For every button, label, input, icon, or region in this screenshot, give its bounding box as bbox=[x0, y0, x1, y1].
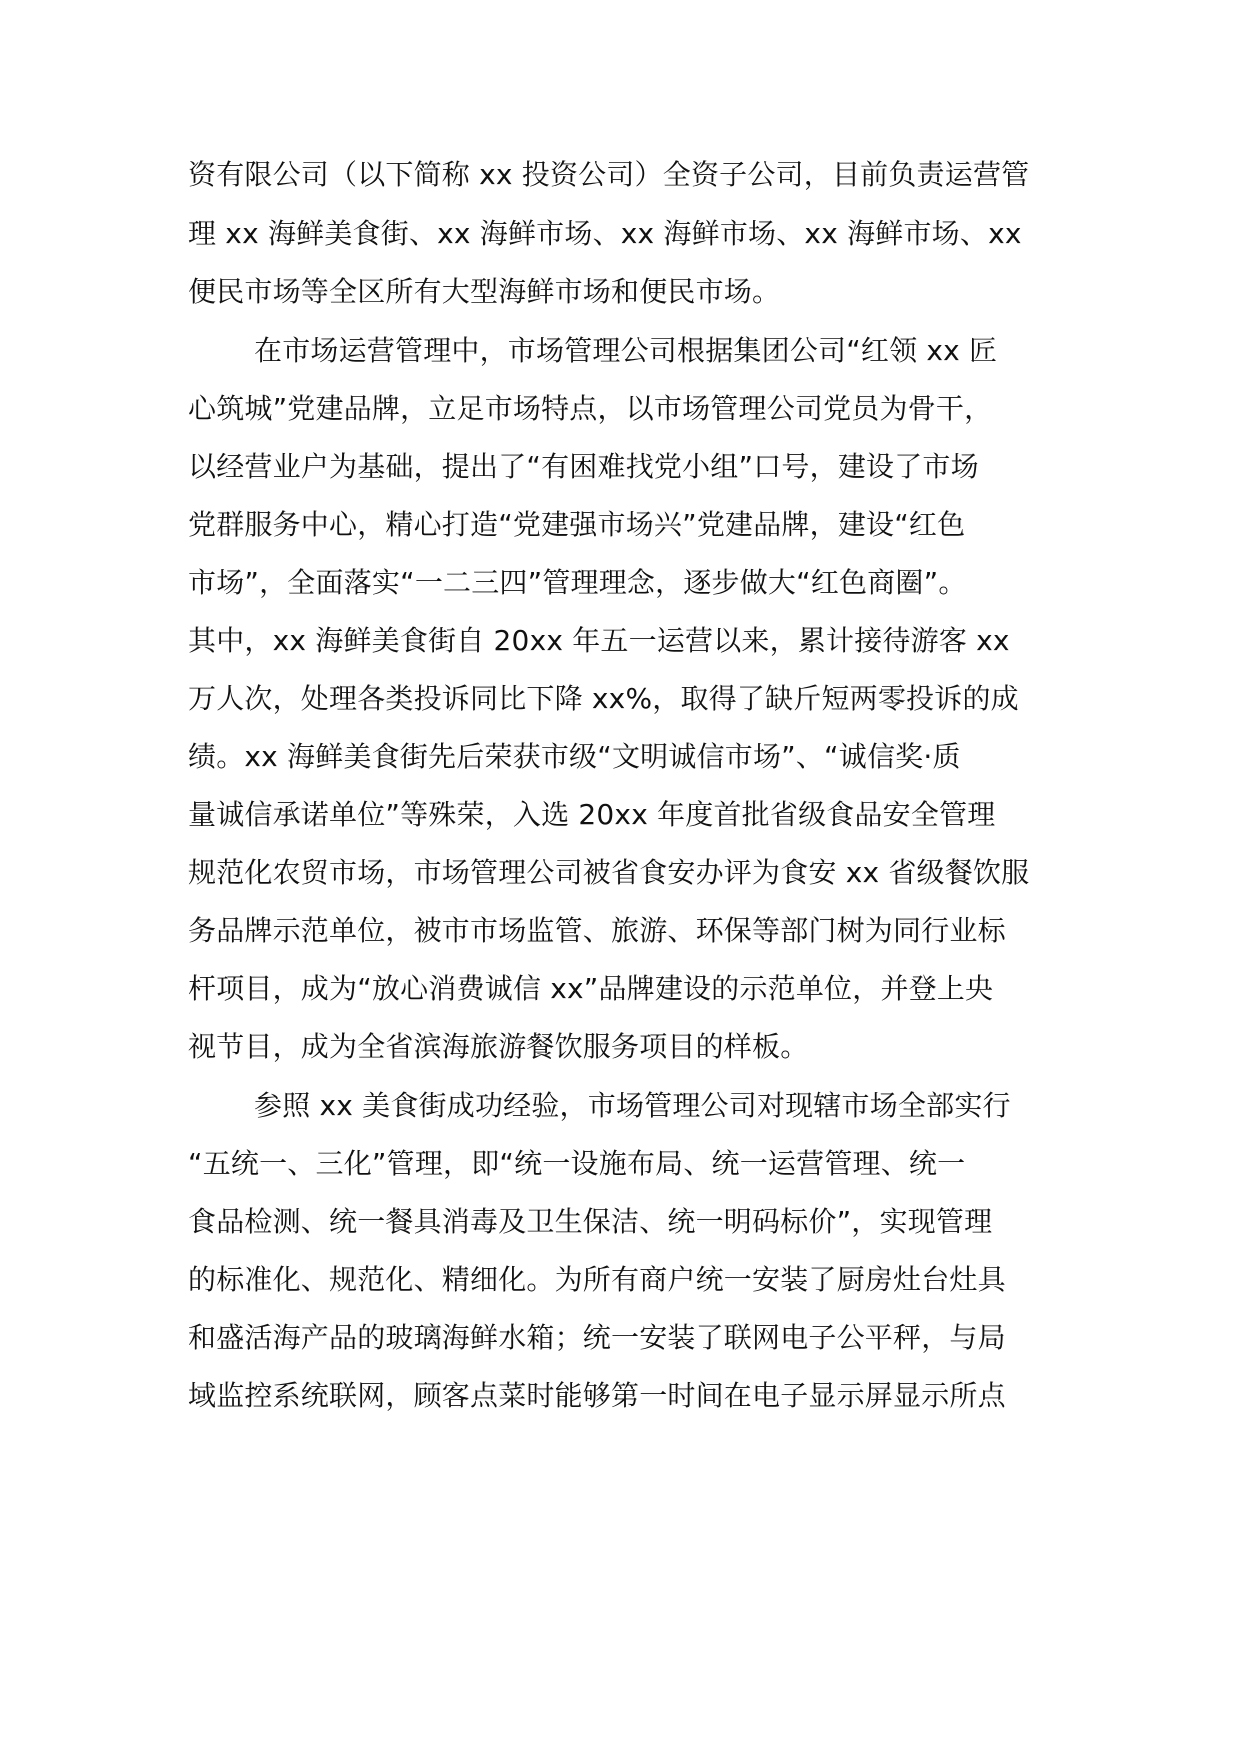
text-line-2: 理 xx 海鲜美食街、xx 海鲜市场、xx 海鲜市场、xx 海鲜市场、xx bbox=[188, 217, 1022, 250]
text-line-9: 其中，xx 海鲜美食街自 20xx 年五一运营以来，累计接待游客 xx bbox=[188, 624, 1010, 657]
text-line-4: 在市场运营管理中，市场管理公司根据集团公司“红领 xx 匠 bbox=[254, 334, 998, 367]
text-line-14: 务品牌示范单位，被市市场监管、旅游、环保等部门树为同行业标 bbox=[188, 914, 1006, 947]
text-line-15: 杆项目，成为“放心消费诚信 xx”品牌建设的示范单位，并登上央 bbox=[188, 972, 994, 1005]
text-line-12: 量诚信承诺单位”等殊荣，入选 20xx 年度首批省级食品安全管理 bbox=[188, 798, 996, 831]
text-line-21: 和盛活海产品的玻璃海鲜水箱；统一安装了联网电子公平秤，与局 bbox=[188, 1321, 1006, 1354]
text-line-17: 参照 xx 美食街成功经验，市场管理公司对现辖市场全部实行 bbox=[254, 1089, 1011, 1122]
text-line-1: 资有限公司（以下简称 xx 投资公司）全资子公司，目前负责运营管 bbox=[188, 158, 1030, 191]
text-line-8: 市场”，全面落实“一二三四”管理理念，逐步做大“红色商圈”。 bbox=[188, 566, 967, 599]
text-line-16: 视节目，成为全省滨海旅游餐饮服务项目的样板。 bbox=[188, 1030, 809, 1063]
text-line-11: 绩。xx 海鲜美食街先后荣获市级“文明诚信市场”、“诚信奖·质 bbox=[188, 740, 961, 773]
text-line-7: 党群服务中心，精心打造“党建强市场兴”党建品牌，建设“红色 bbox=[188, 508, 966, 541]
text-line-20: 的标准化、规范化、精细化。为所有商户统一安装了厨房灶台灶具 bbox=[188, 1263, 1006, 1296]
text-line-19: 食品检测、统一餐具消毒及卫生保洁、统一明码标价”，实现管理 bbox=[188, 1205, 993, 1238]
text-line-18: “五统一、三化”管理，即“统一设施布局、统一运营管理、统一 bbox=[188, 1147, 966, 1180]
text-line-10: 万人次，处理各类投诉同比下降 xx%，取得了缺斤短两零投诉的成 bbox=[188, 682, 1019, 715]
text-line-3: 便民市场等全区所有大型海鲜市场和便民市场。 bbox=[188, 275, 781, 308]
text-line-5: 心筑城”党建品牌，立足市场特点，以市场管理公司党员为骨干， bbox=[188, 392, 993, 425]
text-line-13: 规范化农贸市场，市场管理公司被省食安办评为食安 xx 省级餐饮服 bbox=[188, 856, 1030, 889]
text-line-22: 域监控系统联网，顾客点菜时能够第一时间在电子显示屏显示所点 bbox=[188, 1379, 1006, 1412]
text-line-6: 以经营业户为基础，提出了“有困难找党小组”口号，建设了市场 bbox=[188, 450, 979, 483]
